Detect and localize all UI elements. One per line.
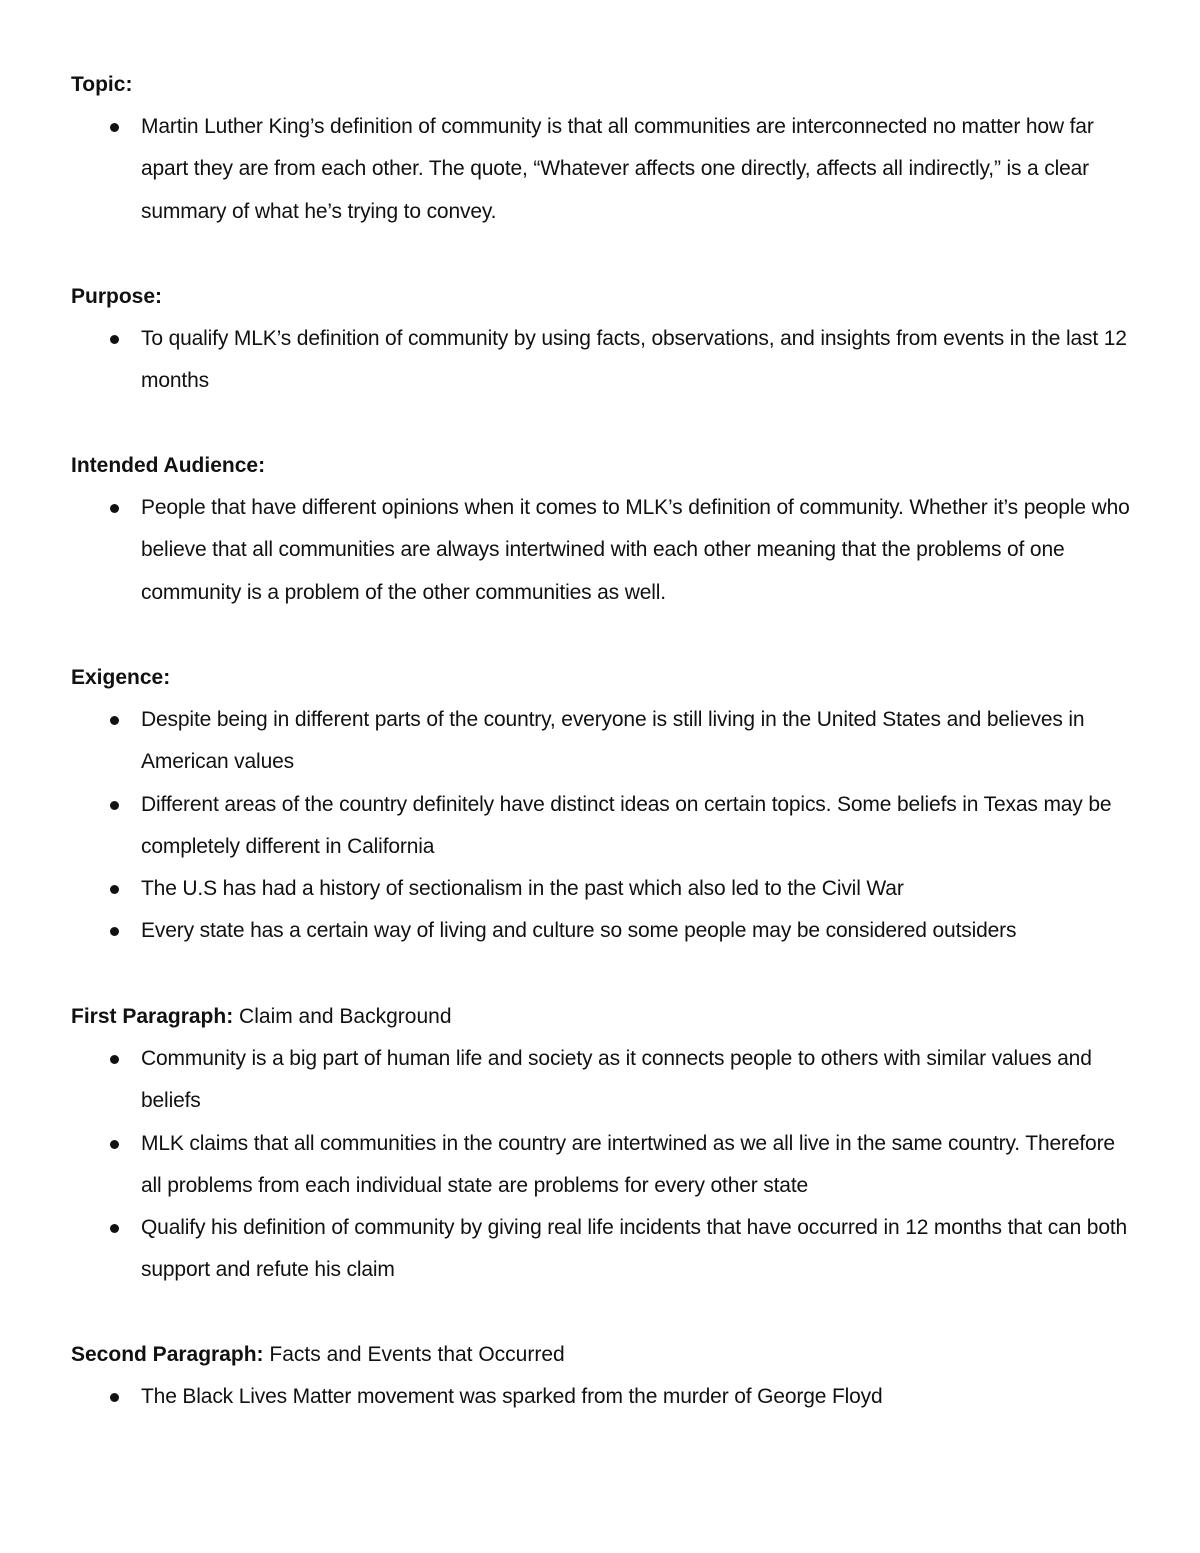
- bullet-icon: [110, 1140, 119, 1149]
- bullet-icon: [110, 1055, 119, 1064]
- bullet-text: MLK claims that all communities in the country are intertwined as we all live in the same country. Therefore all problems from each individual state are problems for every other state: [141, 1131, 1115, 1197]
- heading-label: Exigence:: [71, 666, 171, 689]
- bullet-list: [71, 1038, 1141, 1292]
- bullet-text: People that have different opinions when it comes to MLK’s definition of community. Whether it’s people who believe that all communities are always intertwined with each other meaning that the problems of one community is a problem of the other communities as well.: [141, 496, 1130, 604]
- bullet-icon: [110, 335, 119, 344]
- section-heading: [71, 996, 1141, 1038]
- bullet-icon: [110, 927, 119, 936]
- bullet-list: [71, 106, 1141, 233]
- bullet-item: [71, 318, 1141, 403]
- bullet-icon: [110, 1393, 119, 1402]
- section-topic: [71, 64, 1141, 233]
- bullet-item: [71, 1038, 1141, 1123]
- bullet-item: [71, 699, 1141, 784]
- bullet-icon: [110, 716, 119, 725]
- bullet-item: [71, 868, 1141, 910]
- bullet-icon: [110, 801, 119, 810]
- section-heading: [71, 445, 1141, 487]
- bullet-icon: [110, 1224, 119, 1233]
- bullet-icon: [110, 885, 119, 894]
- bullet-icon: [110, 504, 119, 513]
- bullet-list: [71, 487, 1141, 614]
- section-heading: [71, 657, 1141, 699]
- bullet-text: To qualify MLK’s definition of community by using facts, observations, and insights from events in the last 12 months: [141, 327, 1127, 393]
- bullet-list: [71, 699, 1141, 953]
- bullet-text: Despite being in different parts of the country, everyone is still living in the United States and believes in American values: [141, 708, 1085, 774]
- bullet-item: [71, 1376, 1141, 1418]
- bullet-item: [71, 910, 1141, 952]
- section-heading: [71, 276, 1141, 318]
- bullet-text: The U.S has had a history of sectionalism in the past which also led to the Civil War: [141, 877, 904, 901]
- bullet-list: [71, 318, 1141, 403]
- bullet-item: [71, 106, 1141, 233]
- bullet-text: Martin Luther King’s definition of community is that all communities are interconnected no matter how far apart they are from each other. The quote, “Whatever affects one directly, affects all indirectly,” is a clear summary of what he’s trying to convey.: [141, 115, 1094, 223]
- section-first-paragraph: [71, 996, 1141, 1292]
- bullet-item: [71, 1207, 1141, 1292]
- bullet-list: [71, 1376, 1141, 1418]
- bullet-text: The Black Lives Matter movement was sparked from the murder of George Floyd: [141, 1385, 883, 1408]
- heading-subtitle: Facts and Events that Occurred: [263, 1343, 565, 1366]
- bullet-text: Different areas of the country definitely have distinct ideas on certain topics. Some beliefs in Texas may be completely different in California: [141, 792, 1112, 858]
- section-heading: [71, 1334, 1141, 1376]
- heading-label: Intended Audience:: [71, 454, 266, 477]
- heading-label: Second Paragraph:: [71, 1343, 264, 1366]
- bullet-icon: [110, 123, 119, 132]
- section-exigence: [71, 657, 1141, 953]
- section-second-paragraph: [71, 1334, 1141, 1418]
- heading-subtitle: Claim and Background: [233, 1005, 452, 1028]
- bullet-item: [71, 784, 1141, 869]
- bullet-item: [71, 487, 1141, 614]
- section-purpose: [71, 276, 1141, 403]
- heading-label: Topic:: [71, 73, 133, 96]
- heading-label: First Paragraph:: [71, 1005, 234, 1028]
- bullet-item: [71, 1123, 1141, 1208]
- bullet-text: Qualify his definition of community by giving real life incidents that have occurred in 12 months that can both support and refute his claim: [141, 1216, 1128, 1282]
- section-heading: [71, 64, 1141, 106]
- heading-label: Purpose:: [71, 285, 163, 308]
- bullet-text: Community is a big part of human life and society as it connects people to others with similar values and beliefs: [141, 1047, 1092, 1113]
- bullet-text: Every state has a certain way of living and culture so some people may be considered outsiders: [141, 919, 1017, 943]
- section-intended-audience: [71, 445, 1141, 614]
